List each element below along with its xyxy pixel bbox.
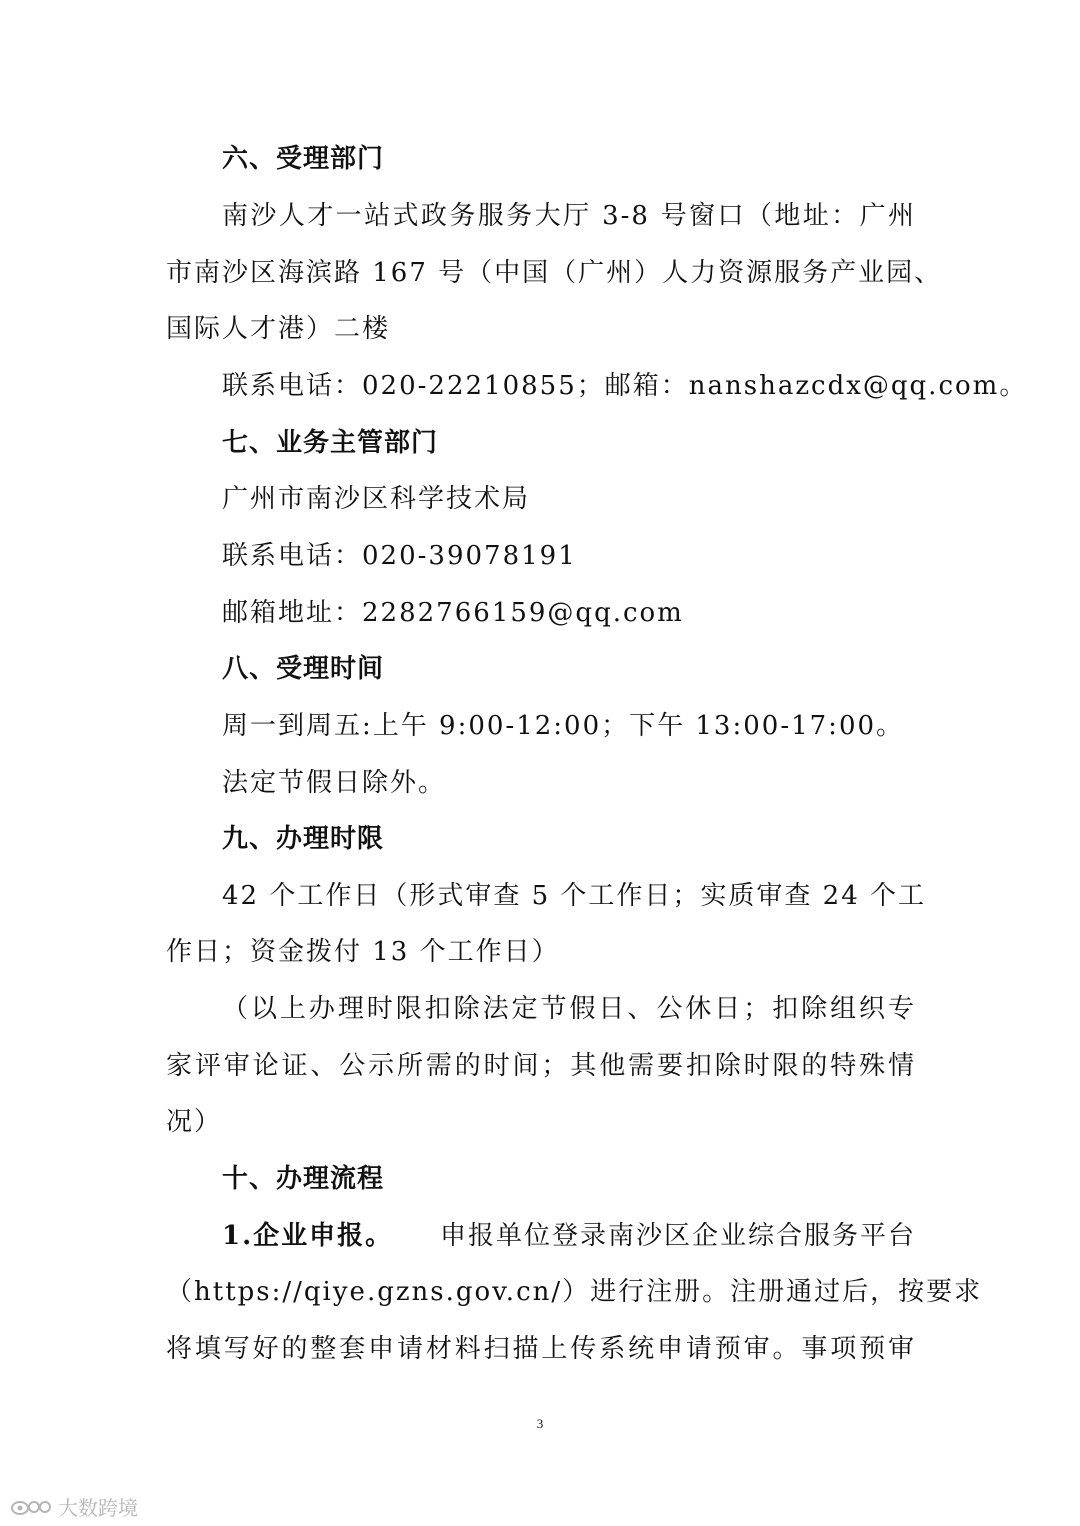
paragraph-line: 将填写好的整套申请材料扫描上传系统申请预审。事项预审 xyxy=(166,1334,916,1364)
section-heading-7: 七、业务主管部门 xyxy=(222,428,439,458)
paragraph-line: 作日；资金拨付 13 个工作日） xyxy=(166,937,560,967)
step-lead: 1.企业申报。 xyxy=(222,1221,394,1251)
watermark xyxy=(10,1492,138,1520)
paragraph-line xyxy=(222,1219,916,1253)
paragraph-line: 42 个工作日（形式审查 5 个工作日；实质审查 24 个工 xyxy=(222,881,927,911)
paragraph-line: 南沙人才一站式政务服务大厅 3-8 号窗口（地址：广州 xyxy=(222,201,916,231)
section-heading-6: 六、受理部门 xyxy=(222,144,385,174)
contact-email: 邮箱地址：2282766159@qq.com xyxy=(222,598,684,628)
section-heading-10: 十、办理流程 xyxy=(222,1164,385,1194)
contact-line: 联系电话：020-22210855；邮箱：nanshazcdx@qq.com。 xyxy=(222,371,1028,401)
department-name: 广州市南沙区科学技术局 xyxy=(222,484,531,514)
step-text: 申报单位登录南沙区企业综合服务平台 xyxy=(439,1221,916,1251)
section-heading-8: 八、受理时间 xyxy=(222,654,385,684)
paragraph-line: 国际人才港）二楼 xyxy=(166,314,391,344)
paragraph-line: （以上办理时限扣除法定节假日、公休日；扣除组织专 xyxy=(222,994,916,1024)
watermark-text: 大数跨境 xyxy=(58,1495,138,1520)
paragraph-line: 市南沙区海滨路 167 号（中国（广州）人力资源服务产业园、 xyxy=(166,258,943,288)
hours-line: 周一到周五:上午 9:00-12:00；下午 13:00-17:00。 xyxy=(222,711,905,741)
weibo-logo-icon xyxy=(10,1495,52,1517)
holiday-note: 法定节假日除外。 xyxy=(222,768,447,798)
paragraph-line: （https://qiye.gzns.gov.cn/）进行注册。注册通过后，按要求 xyxy=(166,1277,983,1307)
page-number: 3 xyxy=(536,1416,544,1431)
paragraph-line: 家评审论证、公示所需的时间；其他需要扣除时限的特殊情 xyxy=(166,1051,916,1081)
section-heading-9: 九、办理时限 xyxy=(222,824,385,854)
contact-phone: 联系电话：020-39078191 xyxy=(222,541,577,571)
paragraph-line: 况） xyxy=(166,1107,223,1137)
